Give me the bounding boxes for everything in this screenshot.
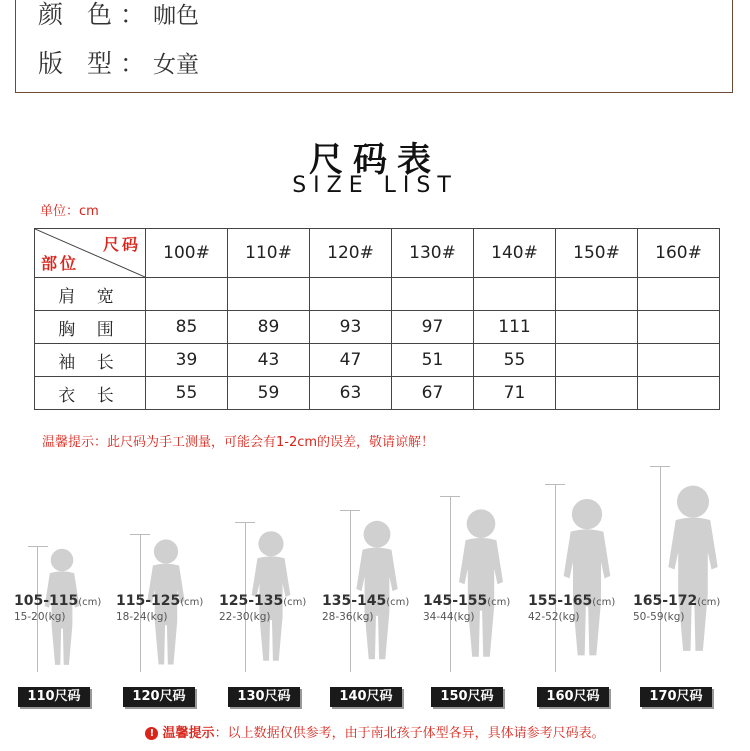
table-cell <box>556 311 638 344</box>
table-cell: 63 <box>310 377 392 410</box>
corner-part-label: 部位 <box>41 254 80 273</box>
height-range: 125-135(cm) <box>219 593 307 609</box>
reference-tip-lead: 温馨提示 <box>162 726 215 741</box>
size-header-row <box>35 229 720 278</box>
table-cell: 59 <box>228 377 310 410</box>
child-silhouette-icon <box>552 480 622 672</box>
size-badge-120: 120尺码 <box>123 687 195 707</box>
table-cell <box>146 278 228 311</box>
table-cell <box>474 278 556 311</box>
child-silhouette-icon <box>656 462 730 672</box>
warning-icon: ! <box>145 727 158 740</box>
table-cell <box>310 278 392 311</box>
height-range: 115-125(cm) <box>116 593 204 609</box>
height-range: 155-165(cm) <box>528 593 616 609</box>
row-label: 袖 长 <box>35 344 146 377</box>
weight-range: 42-52(kg) <box>528 611 580 623</box>
size-header-cell: 140# <box>474 229 556 278</box>
product-info-box <box>15 0 733 93</box>
child-silhouette-icon <box>346 506 408 672</box>
table-cell: 39 <box>146 344 228 377</box>
table-cell: 51 <box>392 344 474 377</box>
unit-note: 单位：cm <box>40 204 99 219</box>
table-cell: 67 <box>392 377 474 410</box>
corner-cell <box>35 229 146 278</box>
weight-range: 34-44(kg) <box>423 611 475 623</box>
row-label: 衣 长 <box>35 377 146 410</box>
info-label: 颜 色： <box>38 0 153 29</box>
info-label: 版 型： <box>38 49 153 78</box>
table-cell: 89 <box>228 311 310 344</box>
table-cell <box>638 311 720 344</box>
size-badge-110: 110尺码 <box>18 687 90 707</box>
weight-range: 18-24(kg) <box>116 611 168 623</box>
size-table-title: 尺码表 <box>309 140 441 180</box>
size-badge-150: 150尺码 <box>431 687 503 707</box>
table-cell: 55 <box>146 377 228 410</box>
info-color-row <box>38 0 199 31</box>
table-cell: 111 <box>474 311 556 344</box>
table-cell <box>638 278 720 311</box>
weight-range: 22-30(kg) <box>219 611 271 623</box>
table-cell <box>556 377 638 410</box>
table-cell <box>392 278 474 311</box>
table-row <box>35 377 720 410</box>
table-cell: 97 <box>392 311 474 344</box>
size-header-cell: 160# <box>638 229 720 278</box>
table-cell: 71 <box>474 377 556 410</box>
size-header-cell: 130# <box>392 229 474 278</box>
table-row <box>35 311 720 344</box>
table-row <box>35 278 720 311</box>
size-header-cell: 110# <box>228 229 310 278</box>
info-value: 女童 <box>152 52 199 78</box>
row-label: 肩 宽 <box>35 278 146 311</box>
height-range: 165-172(cm) <box>633 593 721 609</box>
row-label: 胸 围 <box>35 311 146 344</box>
corner-size-label: 尺码 <box>102 235 141 254</box>
height-range: 145-155(cm) <box>423 593 511 609</box>
size-table <box>34 228 720 410</box>
size-header-cell: 100# <box>146 229 228 278</box>
table-cell: 43 <box>228 344 310 377</box>
table-cell <box>556 278 638 311</box>
table-cell: 93 <box>310 311 392 344</box>
table-cell <box>638 377 720 410</box>
table-cell <box>556 344 638 377</box>
reference-tip <box>0 722 750 741</box>
table-cell: 55 <box>474 344 556 377</box>
table-cell <box>638 344 720 377</box>
weight-range: 28-36(kg) <box>322 611 374 623</box>
table-row <box>35 344 720 377</box>
size-header-cell: 120# <box>310 229 392 278</box>
table-cell: 47 <box>310 344 392 377</box>
weight-range: 50-59(kg) <box>633 611 685 623</box>
size-badge-130: 130尺码 <box>228 687 300 707</box>
height-range: 135-145(cm) <box>322 593 410 609</box>
size-table-subtitle: SIZE LIST <box>292 173 458 198</box>
size-badge-160: 160尺码 <box>537 687 609 707</box>
table-cell: 85 <box>146 311 228 344</box>
size-badge-140: 140尺码 <box>330 687 402 707</box>
height-range: 105-115(cm) <box>14 593 102 609</box>
info-value: 咖色 <box>152 3 199 29</box>
reference-tip-text: ：以上数据仅供参考，由于南北孩子体型各异，具体请参考尺码表。 <box>214 726 605 741</box>
child-silhouette-icon <box>448 492 514 672</box>
size-header-cell: 150# <box>556 229 638 278</box>
weight-range: 15-20(kg) <box>14 611 66 623</box>
table-cell <box>228 278 310 311</box>
info-fit-row <box>38 44 199 80</box>
measurement-tip: 温馨提示：此尺码为手工测量，可能会有1-2cm的误差，敬请谅解！ <box>42 435 435 450</box>
size-badge-170: 170尺码 <box>640 687 712 707</box>
